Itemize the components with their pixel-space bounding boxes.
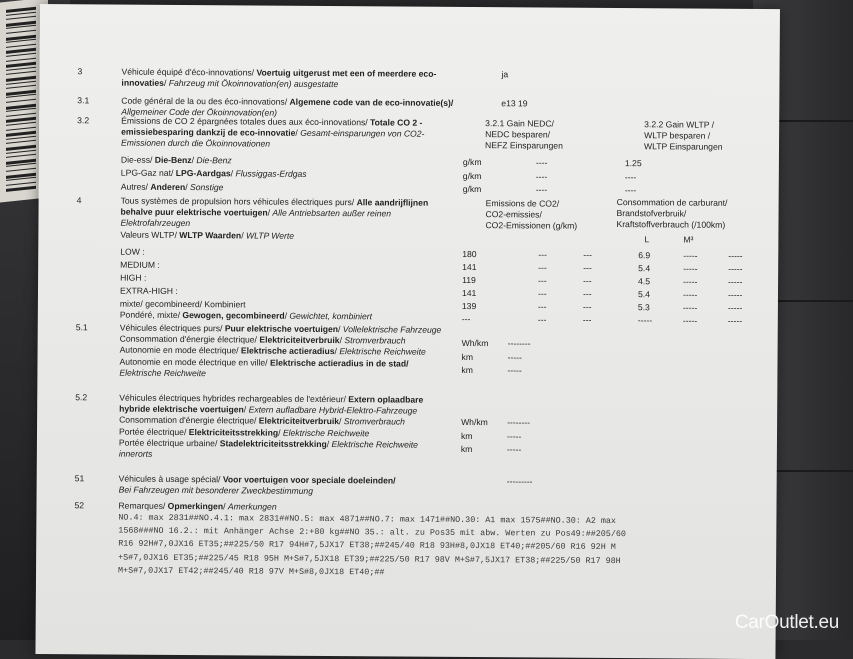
row-label: Code général de la ou des éco-innovations/ Algemene code van de eco-innovatie(s)/	[121, 95, 454, 108]
row-label: Elektrische Reichweite	[119, 367, 206, 378]
dash: -----	[727, 302, 743, 313]
gain-nedc-header: NEFZ Einsparungen	[484, 140, 563, 152]
row-number: 3.1	[77, 95, 90, 106]
wltp-row-label: EXTRA-HIGH :	[119, 285, 178, 296]
watermark-logo: CarOutlet.eu	[734, 612, 839, 633]
fuel-m3-value: -----	[682, 302, 698, 313]
gain-wltp-header: WLTP besparen /	[644, 130, 711, 141]
barcode-stripe	[6, 186, 36, 192]
fuel-l-value: 5.4	[638, 263, 651, 274]
barcode-stripe	[6, 140, 36, 144]
dash: ---	[582, 314, 592, 325]
gain-nedc-header: NEDC besparen/	[485, 129, 551, 140]
gain-nedc-header: 3.2.1 Gain NEDC/	[485, 118, 554, 129]
dash: ---	[583, 275, 592, 286]
barcode-stripe	[6, 182, 36, 186]
row-label: Allgemeiner Code der Ökoinnovation(en)	[121, 106, 278, 118]
gain-wltp-value: ----	[624, 185, 637, 196]
ev-value: --------	[507, 338, 531, 349]
barcode-stripe	[6, 126, 36, 130]
row-number: 3.2	[77, 115, 90, 126]
unit: g/km	[462, 156, 482, 168]
fuel-l-value: 6.9	[638, 250, 651, 261]
dash: -----	[727, 289, 743, 300]
emissions-header: Emissions de CO2/	[485, 198, 560, 209]
row-number: 3	[77, 66, 83, 77]
dash: ---	[538, 275, 547, 286]
dash: -----	[728, 276, 743, 287]
dash: ---	[537, 301, 547, 312]
row-label: Autonomie en mode électrique/ Elektrische actieradius/ Elektrische Reichweite	[119, 344, 426, 358]
ev-value: -----	[506, 430, 522, 441]
unit: Wh/km	[461, 337, 489, 349]
dash: -----	[728, 250, 743, 261]
unit: km	[460, 443, 473, 455]
row-label: Valeurs WLTP/ WLTP Waarden/ WLTP Werte	[120, 229, 295, 241]
fuel-l-value: 5.4	[637, 288, 650, 299]
row-label: Consommation d'énergie électrique/ Elektriciteitverbruik/ Stromverbrauch	[119, 333, 406, 346]
ev-value: -----	[507, 365, 522, 376]
barcode-stripe	[6, 71, 36, 75]
row-label: emissiebesparing dankzij de eco-innovatie/ Gesamt-einsparungen von CO2-	[121, 126, 425, 139]
row-label: Véhicules électriques purs/ Puur elektrische voertuigen/ Vollelektrische Fahrzeuge	[119, 322, 442, 335]
weighted-label: Pondéré, mixte/ Gewogen, gecombineerd/ Gewichtet, kombiniert	[119, 309, 373, 322]
co2-value: 139	[461, 300, 477, 311]
row-label: Emissionen durch die Ökoinnovationen	[120, 137, 271, 150]
fuel-m3-value: -----	[682, 289, 698, 300]
row-label: Portée électrique urbaine/ Stadelektriciteitsstrekking/ Elektrische Reichweite	[118, 437, 419, 450]
barcode-stripe	[6, 154, 36, 158]
dash: ---	[582, 288, 592, 299]
dash: ---	[538, 262, 547, 273]
row-label: Véhicule équipé d'éco-innovations/ Voertuig uitgerust met een of meerdere eco-	[121, 66, 437, 79]
fuel-l-value: 4.5	[638, 275, 651, 287]
remarks-line: 1568###NO 16.2.: mit Anhänger Achse 2:+80 kg##NO 35.: alt. zu Pos35 mit abw. Werten zu Pos49:##205/60	[118, 525, 626, 540]
gain-wltp-header: WLTP Einsparungen	[643, 141, 723, 153]
row-label: Autonomie en mode électrique en ville/ Elektrische actieradius in de stad/	[119, 356, 409, 369]
row-label: Die-ess/ Die-Benz/ Die-Benz	[120, 154, 232, 166]
gain-nedc-value: ----	[535, 170, 548, 182]
row-value: e13 19	[501, 98, 528, 109]
dash: -----	[727, 315, 743, 326]
row-label: hybride elektrische voertuigen/ Extern aufladbare Hybrid-Elektro-Fahrzeuge	[119, 403, 418, 416]
fuel-l-value: -----	[637, 314, 653, 325]
dash: ---	[537, 288, 547, 299]
row-label: behalve puur elektrische voertuigen/ Alle Antriebsarten außer reinen	[120, 206, 392, 219]
row-label: Consommation d'énergie électrique/ Elektriciteitverbruik/ Stromverbrauch	[119, 414, 406, 427]
unit: g/km	[462, 183, 482, 195]
row-number: 5.2	[75, 392, 88, 403]
barcode-stripe	[6, 44, 36, 48]
remarks-line: NO.4: max 2831##NO.4.1: max 2831##NO.5: max 4871##NO.7: max 1471##NO.30: A1 max 1575##NO.30: A2 max	[118, 512, 617, 527]
row-label: innovaties/ Fahrzeug mit Ökoinnovation(en) ausgestatte	[121, 77, 339, 90]
row-label: Autres/ Anderen/ Sonstige	[120, 181, 224, 193]
row-label: Véhicules à usage spécial/ Voor voertuigen voor speciale doeleinden/	[118, 473, 396, 486]
co2-value: 141	[461, 287, 477, 298]
co2-value: 141	[462, 261, 477, 272]
row-label: innerorts	[118, 448, 153, 459]
row-number: 51	[74, 473, 85, 484]
row-label: Elektrofahrzeugen	[120, 217, 191, 229]
barcode-stripe	[6, 168, 36, 172]
row-number: 5.1	[75, 322, 88, 333]
document-page	[35, 4, 780, 659]
row-label: Portée électrique/ Elektriciteitsstrekking/ Elektrische Reichweite	[118, 426, 370, 438]
wltp-row-label: MEDIUM :	[120, 259, 160, 270]
unit: km	[461, 351, 474, 362]
dash: ---	[583, 262, 592, 273]
row-number: 4	[76, 195, 82, 206]
unit-l: L	[644, 234, 650, 245]
ev-value: --------	[507, 417, 531, 428]
dash: ---	[583, 249, 592, 260]
unit-m3: M³	[683, 234, 694, 245]
unit: g/km	[462, 170, 482, 181]
unit: km	[460, 430, 473, 441]
ev-value: -----	[507, 351, 522, 362]
row-value: ja	[501, 69, 509, 80]
consumption-header: Kraftstoffverbrauch (/100km)	[616, 219, 726, 231]
dash: ---	[582, 301, 592, 312]
fuel-m3-value: -----	[683, 276, 698, 287]
row-label: Émissions de CO 2 épargnées totales dues aux éco-innovations/ Totale CO 2 -	[121, 115, 423, 128]
gain-wltp-value: ----	[624, 171, 637, 182]
dash: -----	[728, 263, 743, 274]
dash: ---	[538, 249, 547, 260]
barcode-stripe	[6, 30, 36, 34]
wltp-row-label: LOW :	[120, 246, 145, 257]
gain-nedc-value: ----	[535, 157, 548, 168]
barcode-stripe	[6, 16, 36, 20]
consumption-header: Brandstofverbruik/	[616, 208, 687, 219]
co2-value: 180	[462, 248, 477, 260]
consumption-header: Consommation de carburant/	[616, 197, 728, 208]
ev-value: -----	[506, 444, 522, 455]
row-label: Remarques/ Opmerkingen/ Amerkungen	[118, 500, 277, 512]
row-number: 52	[74, 500, 85, 511]
co2-value: 119	[462, 274, 476, 285]
row-label: Bei Fahrzeugen mit besonderer Zweckbestimmung	[118, 484, 314, 497]
gain-wltp-value: 1.25	[624, 158, 642, 169]
wltp-row-label: HIGH :	[120, 272, 147, 283]
barcode-stripe	[6, 85, 36, 89]
wltp-row-label: mixte/ gecombineerd/ Kombiniert	[119, 298, 246, 310]
fuel-m3-value: -----	[683, 263, 698, 274]
barcode-stripe	[6, 57, 36, 61]
barcode-stripe	[6, 113, 36, 117]
gain-nedc-value: ----	[535, 184, 548, 195]
fuel-m3-value: -----	[682, 314, 698, 326]
gain-wltp-header: 3.2.2 Gain WLTP /	[644, 119, 715, 130]
row-value: ---------	[506, 476, 533, 487]
fuel-m3-value: -----	[683, 250, 698, 261]
barcode-stripe	[6, 99, 36, 103]
unit: km	[461, 364, 473, 376]
fuel-l-value: 5.3	[637, 301, 650, 312]
dash: ---	[537, 313, 547, 325]
unit: Wh/km	[461, 416, 488, 428]
remarks-line: R16 92H#7,0JX16 ET35;##225/50 R17 94H#7,5JX17 ET38;##245/40 R18 93H#8,0JX18 ET40;##205/60 R16 92H M	[118, 538, 616, 553]
remarks-line: +S#7,0JX16 ET35;##225/45 R18 95H M+S#7,5JX18 ET39;##225/50 R17 98V M+S#7,5JX17 ET38;##225/50 R17 98H	[118, 552, 621, 566]
remarks-line: M+S#7,0JX17 ET42;##245/40 R18 97V M+S#8,0JX18 ET40;##	[118, 565, 385, 578]
co2-value: ---	[461, 313, 471, 324]
row-label: Véhicules électriques hybrides rechargeables de l'extérieur/ Extern oplaadbare	[119, 392, 424, 405]
emissions-header: CO2-emissies/	[485, 209, 542, 220]
row-label: Tous systèmes de propulsion hors véhicules électriques purs/ Alle aandrijflijnen	[120, 195, 429, 208]
row-label: LPG-Gaz nat/ LPG-Aardgas/ Flussiggas-Erdgas	[120, 167, 307, 179]
emissions-header: CO2-Emissionen (g/km)	[485, 220, 578, 232]
